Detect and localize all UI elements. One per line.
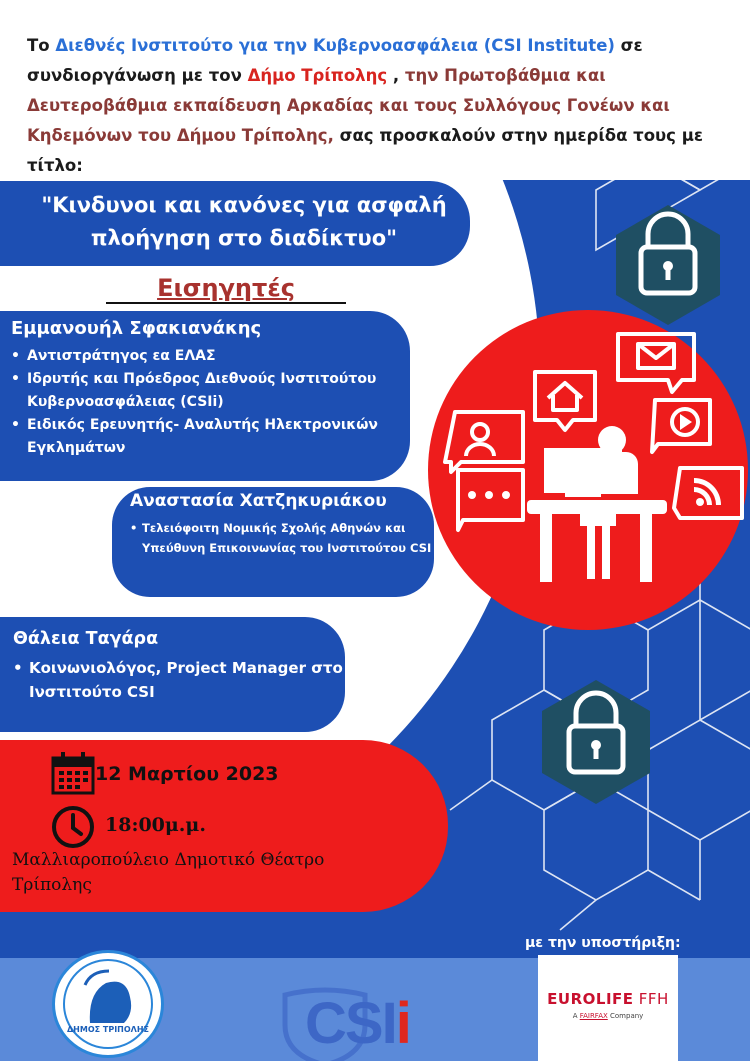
sponsor-brand-suffix: FFH <box>633 990 669 1008</box>
intro-education: την Πρωτοβάθμια και Δευτεροβάθμια εκπαίδευση Αρκαδίας και τους Συλλόγους Γονέων και Κηδεμόνων του Δήμου Τρίπολης, <box>27 66 670 145</box>
intro-org: Διεθνές Ινστιτούτο για την Κυβερνοασφάλεια (CSI Institute) <box>55 36 615 55</box>
speaker-card <box>112 487 434 597</box>
calendar-icon <box>50 750 96 796</box>
sponsor-brand <box>538 990 678 1008</box>
event-title-line: "Κινδυνοι και κανόνες για ασφαλή <box>41 193 447 217</box>
speaker-card <box>0 311 410 481</box>
speaker-name: Αναστασία Χατζηκυριάκου <box>130 491 387 511</box>
portrait-icon <box>55 953 161 1055</box>
event-details <box>0 740 448 912</box>
sponsor-sub-link: FAIRFAX <box>579 1012 608 1020</box>
speaker-roles <box>13 656 345 704</box>
speaker-name: Εμμανουήλ Σφακιανάκης <box>11 318 262 339</box>
sponsor-brand-name: EUROLIFE <box>547 990 634 1008</box>
speaker-card <box>0 617 345 732</box>
padlock-icon <box>616 205 720 325</box>
intro-text: σε συνδιοργάνωση με τον <box>27 36 643 85</box>
event-venue: Μαλλιαροπούλειο Δημοτικό Θέατρο Τρίπολης <box>12 850 325 895</box>
event-date: 12 Μαρτίου 2023 <box>95 763 279 785</box>
speaker-role: • Ειδικός Ερευνητής- Αναλυτής Ηλεκτρονικών Εγκλημάτων <box>11 414 410 460</box>
sponsor-sub-prefix: A <box>572 1012 580 1020</box>
intro-text: Το <box>27 36 56 55</box>
sponsor-sub <box>538 1012 678 1020</box>
intro-municipality: Δήμο Τρίπολης <box>247 66 388 85</box>
municipality-label: ΔΗΜΟΣ ΤΡΙΠΟΛΗΣ <box>66 1025 150 1034</box>
speaker-name: Θάλεια Ταγάρα <box>13 629 159 649</box>
sponsor-logo <box>538 955 678 1061</box>
event-title-line: πλοήγηση στο διαδίκτυο" <box>90 226 398 250</box>
speaker-role: • Κοινωνιολόγος, Project Manager στο Ινστιτούτο CSI <box>13 656 345 704</box>
event-title <box>0 181 470 266</box>
speaker-roles <box>130 518 434 558</box>
intro-text: , <box>387 66 405 85</box>
csi-logo-i: i <box>395 991 410 1056</box>
event-time: 18:00μ.μ. <box>105 814 206 836</box>
clock-icon <box>50 804 96 850</box>
speaker-role: • Αντιστράτηγος εα ΕΛΑΣ <box>11 345 410 368</box>
sponsor-sub-suffix: Company <box>607 1012 644 1020</box>
speakers-heading: Εισηγητές <box>106 274 346 304</box>
speaker-role: • Ιδρυτής και Πρόεδρος Διεθνούς Ινστιτούτου Κυβερνοασφάλειας (CSIi) <box>11 368 410 414</box>
municipality-logo <box>52 950 164 1058</box>
intro-text: σας προσκαλούν στην ημερίδα τους με τίτλο: <box>27 126 704 175</box>
intro-paragraph <box>27 31 717 181</box>
csi-logo <box>305 990 410 1057</box>
speaker-role: • Τελειόφοιτη Νομικής Σχολής Αθηνών και Υπεύθυνη Επικοινωνίας του Ινστιτούτου CSI <box>130 518 434 558</box>
support-label: με την υποστήριξη: <box>525 935 681 951</box>
csi-logo-text: CSI <box>305 991 396 1056</box>
speaker-roles <box>11 345 410 460</box>
